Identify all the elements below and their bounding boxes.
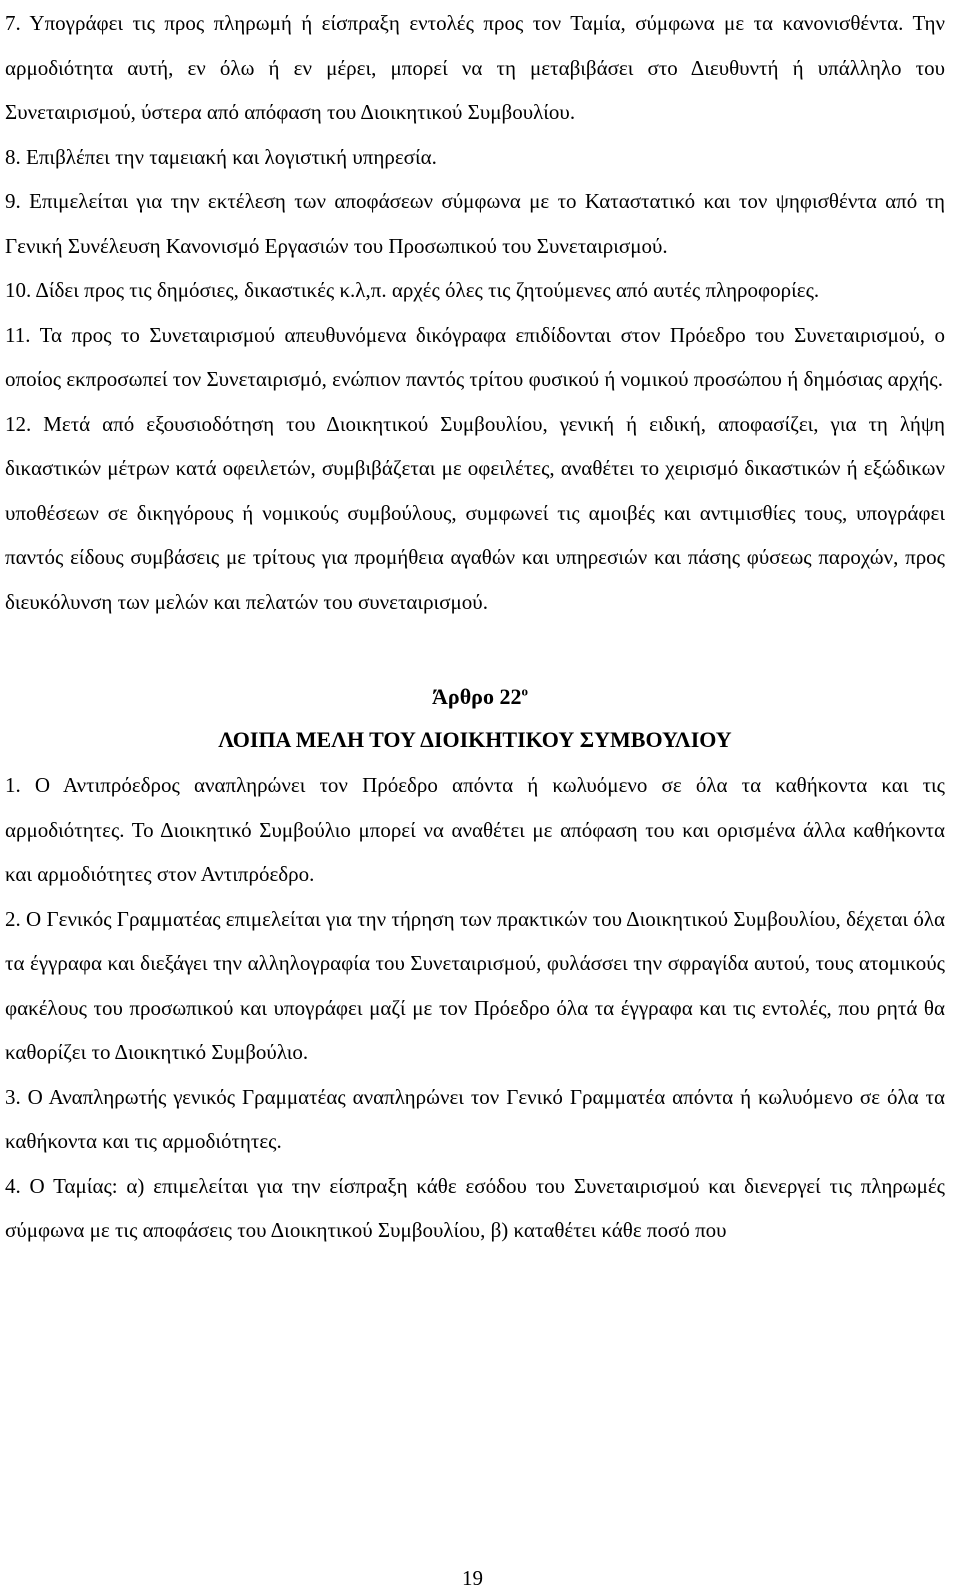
paragraph-9: 9. Επιμελείται για την εκτέλεση των αποφάσεων σύμφωνα με το Καταστατικό και τον ψηφισθέντα από τη Γενική Συνέλευση Κανονισμό Εργασιών του Προσωπικού του Συνεταιρισμού. [5, 189, 945, 258]
article-title-text: Άρθρο 22 [432, 684, 522, 709]
paragraph-10: 10. Δίδει προς τις δημόσιες, δικαστικές κ.λ,π. αρχές όλες τις ζητούμενες από αυτές πληροφορίες. [5, 278, 820, 302]
article-title [5, 675, 945, 719]
article-paragraph-2: 2. Ο Γενικός Γραμματέας επιμελείται για την τήρηση των πρακτικών του Διοικητικού Συμβουλίου, δέχεται όλα τα έγγραφα και διεξάγει την αλληλογραφία του Συνεταιρισμού, φυλάσσει την σφραγίδα αυτού, τους ατομικούς φακέλους του προσωπικού και υπογράφει μαζί με τον Πρόεδρο όλα τα έγγραφα και τις εντολές, που ρητά θα καθορίζει το Διοικητικό Συμβούλιο. [5, 906, 945, 1064]
article-paragraph-3: 3. Ο Αναπληρωτής γενικός Γραμματέας αναπληρώνει τον Γενικό Γραμματέα απόντα ή κωλυόμενο σε όλα τα καθήκοντα και τις αρμοδιότητες. [5, 1084, 945, 1153]
article-title-superscript: ο [521, 683, 528, 699]
article-subtitle: ΛΟΙΠΑ ΜΕΛΗ ΤΟΥ ΔΙΟΙΚΗΤΙΚΟΥ ΣΥΜΒΟΥΛΙΟΥ [218, 727, 732, 752]
document-body [5, 1, 945, 1253]
paragraph-11: 11. Τα προς το Συνεταιρισμού απευθυνόμενα δικόγραφα επιδίδονται στον Πρόεδρο του Συνεταιρισμού, ο οποίος εκπροσωπεί τον Συνεταιρισμό, ενώπιον παντός τρίτου φυσικού ή νομικού προσώπου ή δημόσιας αρχής. [5, 322, 945, 391]
paragraph-7: 7. Υπογράφει τις προς πληρωμή ή είσπραξη εντολές προς τον Ταμία, σύμφωνα με τα κανονισθέντα. Την αρμοδιότητα αυτή, εν όλω ή εν μέρει, μπορεί να τη μεταβιβάσει στο Διευθυντή ή υπάλληλο του Συνεταιρισμού, ύστερα από απόφαση του Διοικητικού Συμβουλίου. [5, 11, 945, 124]
paragraph-8: 8. Επιβλέπει την ταμειακή και λογιστική υπηρεσία. [5, 144, 437, 169]
paragraph-12: 12. Μετά από εξουσιοδότηση του Διοικητικού Συμβουλίου, γενική ή ειδική, αποφασίζει, για τη λήψη δικαστικών μέτρων κατά οφειλετών, συμβιβάζεται με οφειλέτες, αναθέτει το χειρισμό δικαστικών ή εξώδικων υποθέσεων σε δικηγόρους ή νομικούς συμβούλους, συμφωνεί τις αμοιβές και αντιμισθίες τους, υπογράφει παντός είδους συμβάσεις με τρίτους για προμήθεια αγαθών και υπηρεσιών και πάσης φύσεως παροχών, προς διευκόλυνση των μελών και πελατών του συνεταιρισμού. [5, 411, 945, 614]
article-paragraph-4: 4. Ο Ταμίας: α) επιμελείται για την είσπραξη κάθε εσόδου του Συνεταιρισμού και διενεργεί τις πληρωμές σύμφωνα με τις αποφάσεις του Διοικητικού Συμβουλίου, β) καταθέτει κάθε ποσό που [5, 1173, 945, 1242]
page-number: 19 [462, 1566, 483, 1590]
article-paragraph-1: 1. Ο Αντιπρόεδρος αναπληρώνει τον Πρόεδρο απόντα ή κωλυόμενο σε όλα τα καθήκοντα και τις αρμοδιότητες. Το Διοικητικό Συμβούλιο μπορεί να αναθέτει με απόφαση του και ορισμένα άλλα καθήκοντα και αρμοδιότητες στον Αντιπρόεδρο. [5, 773, 945, 886]
